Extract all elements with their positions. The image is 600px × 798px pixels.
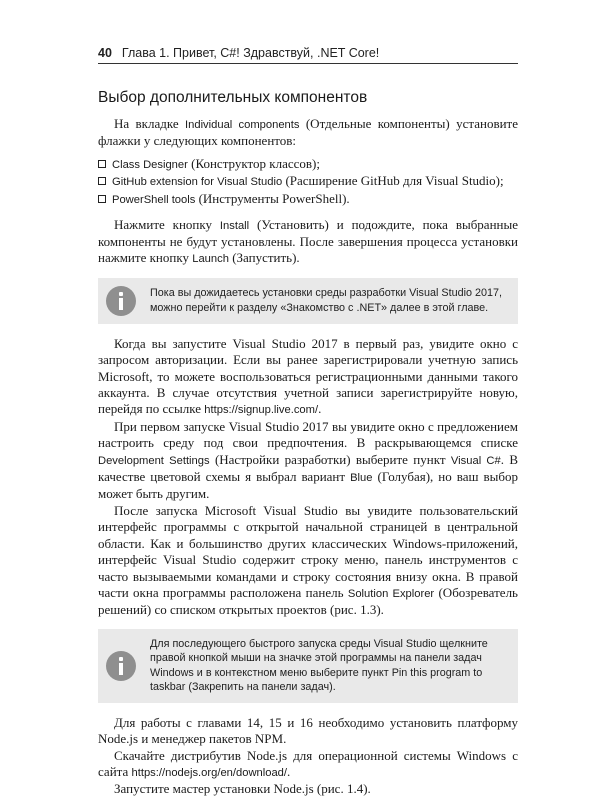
settings-text-1: При первом запуске Visual Studio 2017 вы увидите окно с предложением настроить среду под свои предпочтения. В раскрывающемся списке — [98, 418, 518, 451]
dev-settings-term: Development Settings — [98, 454, 210, 467]
settings-paragraph — [98, 419, 518, 503]
checkbox-icon — [98, 177, 106, 185]
nodejs-end: . — [287, 763, 291, 779]
intro-text-1: На вкладке — [114, 116, 186, 131]
note-box-1 — [98, 278, 518, 324]
intro-paragraph — [98, 116, 518, 150]
nodejs-paragraph-3: Запустите мастер установки Node.js (рис. 1.4). — [114, 781, 371, 797]
note-text-1: Пока вы дожидаетесь установки среды разработки Visual Studio 2017, можно перейти к разделу «Знакомство с .NET» далее в этой главе. — [150, 287, 503, 314]
ui-description-paragraph — [98, 503, 518, 619]
checkbox-icon — [98, 195, 106, 203]
install-paragraph — [98, 217, 518, 268]
nodejs-paragraph-2 — [98, 748, 518, 782]
blue-term: Blue — [350, 472, 373, 485]
nodejs-text: Скачайте дистрибутив Node.js для операционной системы Windows с сайта — [98, 747, 518, 779]
component-term: GitHub extension for Visual Studio — [112, 176, 283, 189]
settings-text-2: (Настройки разработки) выберите пункт — [209, 451, 451, 467]
component-desc: (Инструменты PowerShell). — [195, 191, 350, 206]
ui-desc-text-1: После запуска Microsoft Visual Studio вы увидите пользовательский интерфейс программы с открытой начальной страницей в центральной области. Как и большинство других классических Windows-приложений, интерфейс Visual Studio содержит строку меню, панель инструментов с часто вызываемыми командами и строку состояния внизу окна. В правой части окна программы расположена панель — [98, 502, 518, 600]
settings-text-3: . В качестве цветовой схемы я выбрал вариант — [98, 451, 519, 485]
page-number: 40 — [98, 46, 112, 60]
solution-explorer-term: Solution Explorer — [347, 587, 435, 600]
first-run-end: . — [318, 401, 322, 417]
note-box-2 — [98, 629, 518, 703]
component-term: PowerShell tools — [112, 194, 196, 206]
nodejs-paragraph-1: Для работы с главами 14, 15 и 16 необходимо установить платформу Node.js и менеджер пакетов NPM. — [98, 714, 518, 747]
intro-text-2: (Отдельные компоненты) установите флажки у следующих компонентов: — [98, 116, 518, 149]
install-text-3: (Запустить). — [228, 250, 300, 266]
launch-term: Launch — [192, 253, 229, 266]
signup-link: https://signup.live.com/ — [204, 404, 319, 417]
section-title: Выбор дополнительных компонентов — [98, 89, 368, 106]
info-icon — [106, 651, 136, 681]
running-header — [98, 44, 518, 62]
list-item — [98, 156, 518, 174]
visual-csharp-term: Visual C# — [450, 454, 501, 467]
individual-components-term: Individual components — [185, 119, 300, 131]
info-icon — [106, 286, 136, 316]
ui-desc-text-2: (Обозреватель решений) со списком открытых проектов (рис. 1.3). — [98, 584, 518, 618]
first-run-text: Когда вы запустите Visual Studio 2017 в первый раз, увидите окно с запросом авторизации. Если вы ранее зарегистрировали учетную запись Microsoft, то можете воспользоваться регистрационными данными такого аккаунта. В случае отсутствия учетной записи зарегистрируйте новую, перейдя по ссылке — [98, 335, 518, 417]
component-checklist — [98, 156, 518, 209]
install-text-2: (Установить) и подождите, пока выбранные компоненты не будут установлены. После завершения процесса установки нажмите кнопку — [98, 216, 518, 266]
settings-text-4: (Голубая), но ваш выбор может быть другим. — [98, 469, 518, 502]
page-body — [98, 88, 518, 798]
component-term: Class Designer — [112, 158, 188, 171]
first-run-paragraph — [98, 336, 518, 419]
header-rule — [98, 63, 518, 64]
install-term: Install — [219, 219, 250, 232]
component-desc: (Расширение GitHub для Visual Studio); — [282, 173, 504, 189]
chapter-title: Глава 1. Привет, C#! Здравствуй, .NET Core! — [121, 46, 380, 60]
list-item — [98, 173, 518, 191]
checkbox-icon — [98, 160, 106, 168]
install-text-1: Нажмите кнопку — [114, 216, 220, 232]
note-text-2: Для последующего быстрого запуска среды Visual Studio щелкните правой кнопкой мыши на значке этой программы на панели задач Windows и в контекстном меню выберите пункт Pin this program to taskbar (Закрепить на панели задач). — [150, 637, 488, 694]
component-desc: (Конструктор классов); — [187, 155, 320, 171]
nodejs-link: https://nodejs.org/en/download/ — [131, 766, 288, 779]
list-item — [98, 191, 518, 209]
